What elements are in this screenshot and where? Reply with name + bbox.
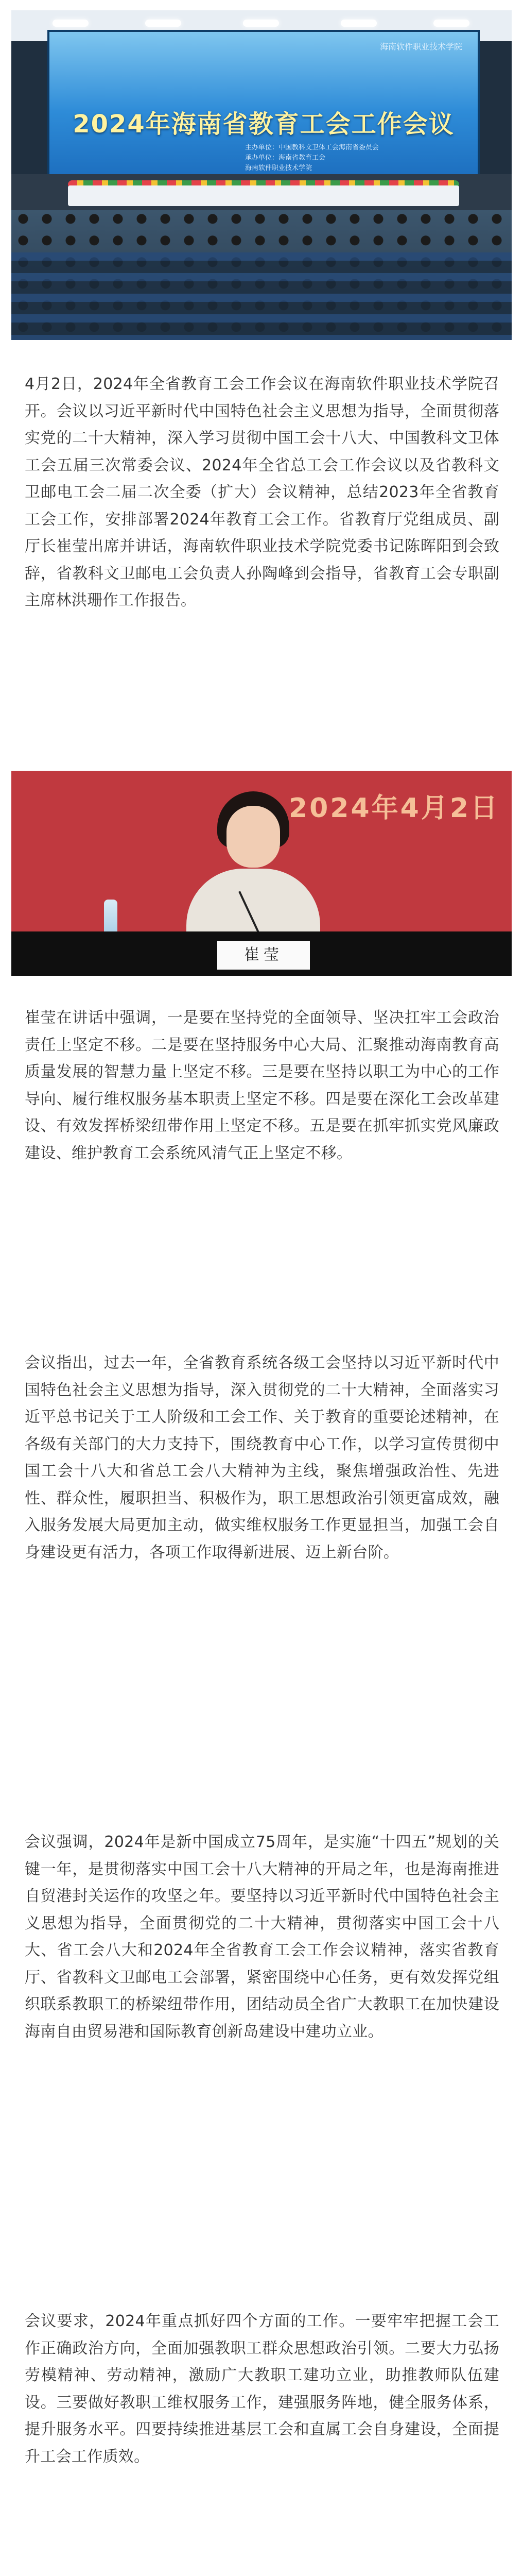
meeting-photo [11, 10, 512, 340]
paragraph-intro: 4月2日，2024年全省教育工会工作会议在海南软件职业技术学院召开。会议以习近平新时代中国特色社会主义思想为指导，全面贯彻落实党的二十大精神，深入学习贯彻中国工会十八大、中国教科文卫体工会五届三次常委会议、2024年全省总工会工作会议以及省教科文卫邮电工会二届二次全委（扩大）会议精神，总结2023年全省教育工会工作，安排部署2024年教育工会工作。省教育厅党组成员、副厅长崔莹出席并讲话，海南软件职业技术学院党委书记陈晖阳到会致辞，省教科文卫邮电工会负责人孙陶峰到会指导，省教育工会专职副主席林洪珊作工作报告。 [25, 375, 499, 609]
screen-subtitle-line: 主办单位：中国教科文卫体工会海南省委员会 [245, 144, 379, 151]
screen-title: 2024年海南省教育工会工作会议 [73, 110, 455, 139]
nameplate: 崔莹 [217, 941, 310, 970]
paragraph-requirements: 会议要求，2024年重点抓好四个方面的工作。一要牢牢把握工会工作正确政治方向，全面加强教职工群众思想政治引领。二要大力弘扬劳模精神、劳动精神，激励广大教职工建功立业，助推教师队伍建设。三要做好教职工维权服务工作，建强服务阵地，健全服务体系，提升服务水平。四要持续推进基层工会和直属工会自身建设，全面提升工会工作质效。 [25, 2312, 499, 2466]
speaker-photo [11, 771, 512, 976]
backdrop-date: 2024年4月2日 [288, 793, 499, 824]
paragraph-speech: 崔莹在讲话中强调，一是要在坚持党的全面领导、坚决扛牢工会政治责任上坚定不移。二是要在坚持服务中心大局、汇聚推动海南教育高质量发展的智慧力量上坚定不移。三是要在坚持以职工为中心的工作导向、履行维权服务基本职责上坚定不移。四是要在深化工会改革建设、有效发挥桥梁纽带作用上坚定不移。五是要在抓牢抓实党风廉政建设、维护教育工会系统风清气正上坚定不移。 [25, 1009, 499, 1162]
screen-logo: 海南软件职业技术学院 [379, 42, 462, 52]
paragraph-review: 会议指出，过去一年，全省教育系统各级工会坚持以习近平新时代中国特色社会主义思想为指导，深入贯彻党的二十大精神，全面落实习近平总书记关于工人阶级和工会工作、关于教育的重要论述精神，在各级有关部门的大力支持下，围绕教育中心工作，以学习宣传贯彻中国工会十八大和省总工会八大精神为主线，聚焦增强政治性、先进性、群众性，履职担当、积极作为，职工思想政治引领更富成效，融入服务发展大局更加主动，做实维权服务工作更显担当，加强工会自身建设更有活力，各项工作取得新进展、迈上新台阶。 [25, 1354, 499, 1562]
screen-subtitle-line: 海南软件职业技术学院 [245, 164, 312, 172]
screen-subtitle-line: 承办单位：海南省教育工会 [245, 154, 326, 162]
paragraph-emphasis: 会议强调，2024年是新中国成立75周年，是实施“十四五”规划的关键一年，是贯彻落实中国工会十八大精神的开局之年，也是海南推进自贸港封关运作的攻坚之年。要坚持以习近平新时代中国特色社会主义思想为指导，全面贯彻党的二十大精神，贯彻落实中国工会十八大、省工会八大和2024年全省教育工会工作会议精神，落实省教育厅、省教科文卫邮电工会部署，紧密围绕中心任务，更有效发挥党组织联系教职工的桥梁纽带作用，团结动员全省广大教职工在加快建设海南自由贸易港和国际教育创新岛建设中建功立业。 [25, 1833, 499, 2041]
led-screen [47, 30, 480, 178]
presidium-table [68, 185, 459, 206]
seat-rows [11, 252, 512, 340]
screen-subtitle [245, 143, 399, 174]
